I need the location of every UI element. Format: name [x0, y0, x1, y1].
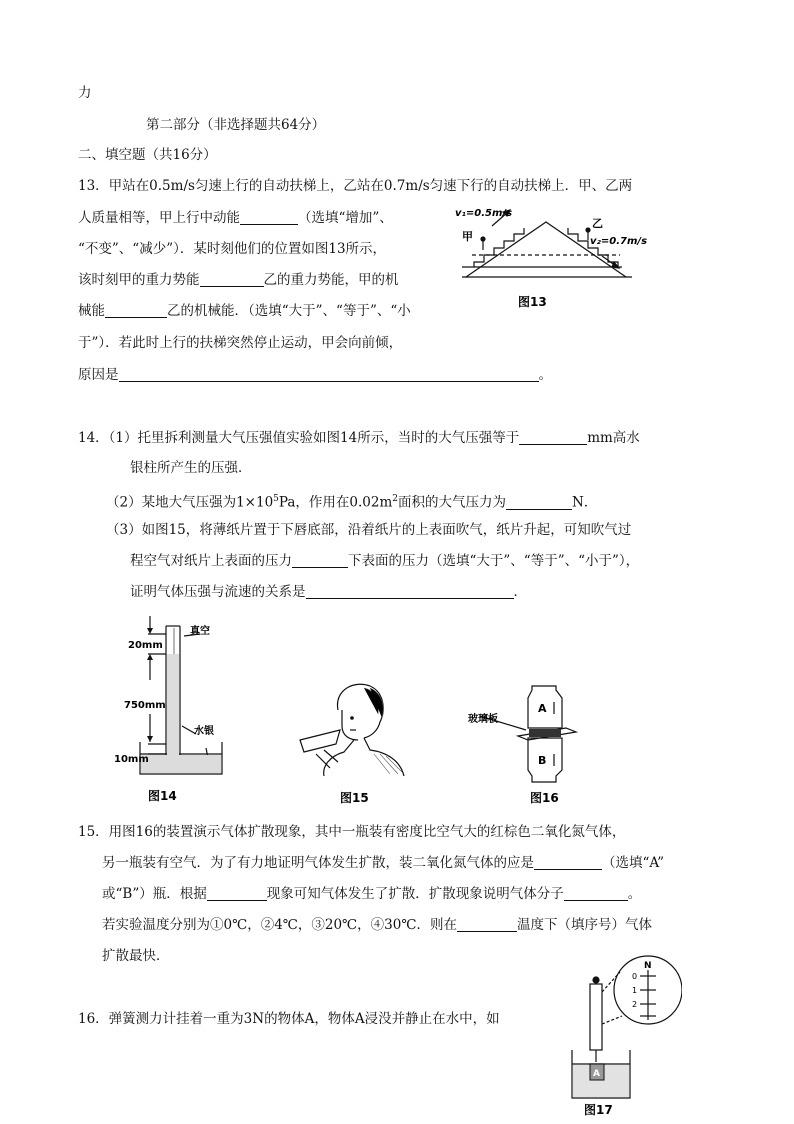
q15-line4	[102, 916, 652, 934]
fig13-jia-label: 甲	[462, 230, 473, 243]
q13-line7	[78, 366, 552, 384]
q13-line5	[78, 302, 411, 320]
q14-line6-text: 证明气体压强与流速的关系是	[130, 584, 306, 600]
q13-line2	[78, 209, 393, 227]
q15-line5: 扩散最快．	[102, 948, 170, 964]
q15-line3	[102, 885, 641, 903]
figure-15	[294, 680, 418, 810]
q14-line1-unit: mm高水	[587, 430, 640, 446]
q15-line2-option: （选填“A”	[602, 855, 665, 871]
fig13-yi-label: 乙	[592, 217, 603, 230]
q13-line5-text: 械能	[78, 303, 105, 319]
q14-blank-force[interactable]	[506, 495, 572, 510]
fig17-n-label: N	[644, 961, 652, 971]
q14-line3-text3: 面积的大气压力为	[398, 494, 507, 511]
q13-line6: 于”）．若此时上行的扶梯突然停止运动，甲会向前倾，	[78, 335, 403, 351]
q15-line2-text: 另一瓶装有空气．为了有力地证明气体发生扩散，装二氧化氮气体的应是	[102, 855, 534, 871]
fig14-caption: 图14	[148, 789, 177, 803]
q15-line3-end: 。	[627, 886, 642, 902]
fig17-caption: 图17	[584, 1103, 613, 1117]
q13-line5-text2: 乙的机械能．（选填“大于”、“等于”、“小	[167, 303, 411, 319]
q15-line1: 15．用图16的装置演示气体扩散现象，其中一瓶装有密度比空气大的红棕色二氧化氮气体，	[78, 824, 626, 840]
q14-blank-mm[interactable]	[519, 430, 587, 445]
q13-line1: 13．甲站在0.5m/s匀速上行的自动扶梯上，乙站在0.7m/s匀速下行的自动扶梯上．甲、乙两	[78, 178, 633, 194]
q15-blank-molecules[interactable]	[564, 886, 628, 901]
fig16-caption: 图16	[530, 791, 559, 805]
fig16-label-b: B	[538, 754, 547, 767]
q13-line2-text: 人质量相等，甲上行中动能	[78, 210, 240, 226]
fig13-v2-label: v₂=0.7m/s	[590, 236, 648, 247]
q14-line3-unit: N．	[572, 494, 598, 511]
fig16-glass-label: 玻璃板	[468, 714, 498, 725]
q15-blank-temperature[interactable]	[457, 917, 517, 932]
q13-blank-reason[interactable]	[119, 367, 539, 382]
q13-line3: “不变”、“减少”）．某时刻他们的位置如图13所示，	[78, 241, 387, 257]
q13-line7-text: 原因是	[78, 367, 119, 383]
figure-17	[566, 952, 682, 1120]
q15-line3-text: 或“B”）瓶．根据	[102, 886, 207, 902]
q16-line1: 16．弹簧测力计挂着一重为3N的物体A，物体A浸没并静止在水中，如	[78, 1011, 500, 1027]
q13-line7-end: 。	[538, 367, 552, 383]
q14-line3-square: 2	[392, 494, 399, 504]
q14-line5-text2: 下表面的压力（选填“大于”、“等于”、“小于”），	[348, 553, 640, 569]
q14-blank-relation[interactable]	[306, 584, 514, 599]
figure-14	[110, 614, 230, 810]
fig14-20mm-label: 20mm	[128, 640, 163, 651]
q15-line3-text2: 现象可知气体发生了扩散．扩散现象说明气体分子	[266, 886, 564, 902]
q13-line2-option: （选填“增加”、	[298, 210, 393, 226]
fig14-vacuum-label: 真空	[190, 626, 210, 637]
q13-line4-text: 该时刻甲的重力势能	[78, 272, 200, 288]
fig13-caption: 图13	[518, 295, 547, 309]
q14-line3-text2: Pa，作用在0.02m	[278, 494, 393, 511]
part2-header: 第二部分（非选择题共64分）	[146, 117, 326, 133]
fig16-label-a: A	[538, 702, 547, 715]
q13-line4-text2: 乙的重力势能，甲的机	[263, 272, 399, 288]
fig17-object-a: A	[593, 1069, 600, 1079]
fig13-v1-label: v₁=0.5m/s	[455, 208, 513, 219]
figure-16	[466, 682, 586, 810]
q13-line4	[78, 271, 399, 289]
q15-blank-phenomenon[interactable]	[207, 886, 267, 901]
q13-blank-kinetic[interactable]	[240, 210, 298, 225]
fig14-10mm-label: 10mm	[114, 754, 149, 765]
fig14-750mm-label: 750mm	[124, 700, 166, 711]
fig17-tick-1: 1	[632, 986, 638, 995]
figure-13	[452, 200, 652, 312]
q14-line5	[130, 552, 639, 570]
q14-line1-text: 14．（1）托里拆利测量大气压强值实验如图14所示，当时的大气压强等于	[78, 430, 520, 446]
q13-blank-potential[interactable]	[200, 272, 264, 287]
q14-line3-text: （2）某地大气压强为1×10	[106, 494, 274, 511]
q14-line4: （3）如图15，将薄纸片置于下唇底部，沿着纸片的上表面吹气，纸片升起，可知吹气过	[106, 522, 632, 538]
q15-line2	[102, 854, 664, 872]
q14-line6	[130, 583, 527, 601]
q14-line3-exponent: 5	[273, 494, 279, 504]
q14-line2: 银柱所产生的压强．	[130, 460, 252, 476]
q13-blank-mechanical[interactable]	[105, 303, 167, 318]
fig17-tick-2: 2	[632, 1000, 638, 1009]
fig14-mercury-label: 水银	[194, 726, 214, 737]
q14-line6-end: ．	[513, 584, 527, 600]
fig17-tick-0: 0	[632, 972, 638, 981]
q15-blank-bottle[interactable]	[534, 855, 602, 870]
q14-blank-pressure[interactable]	[292, 553, 348, 568]
top-char: 力	[78, 85, 92, 101]
q15-line4-text2: 温度下（填序号）气体	[516, 917, 652, 933]
q14-line5-text: 程空气对纸片上表面的压力	[130, 553, 292, 569]
q14-line3	[106, 490, 597, 512]
section2-title: 二、填空题（共16分）	[78, 147, 217, 163]
q15-line4-text: 若实验温度分别为①0℃，②4℃，③20℃，④30℃．则在	[102, 917, 457, 933]
fig15-caption: 图15	[340, 791, 369, 805]
q14-line1	[78, 429, 640, 447]
